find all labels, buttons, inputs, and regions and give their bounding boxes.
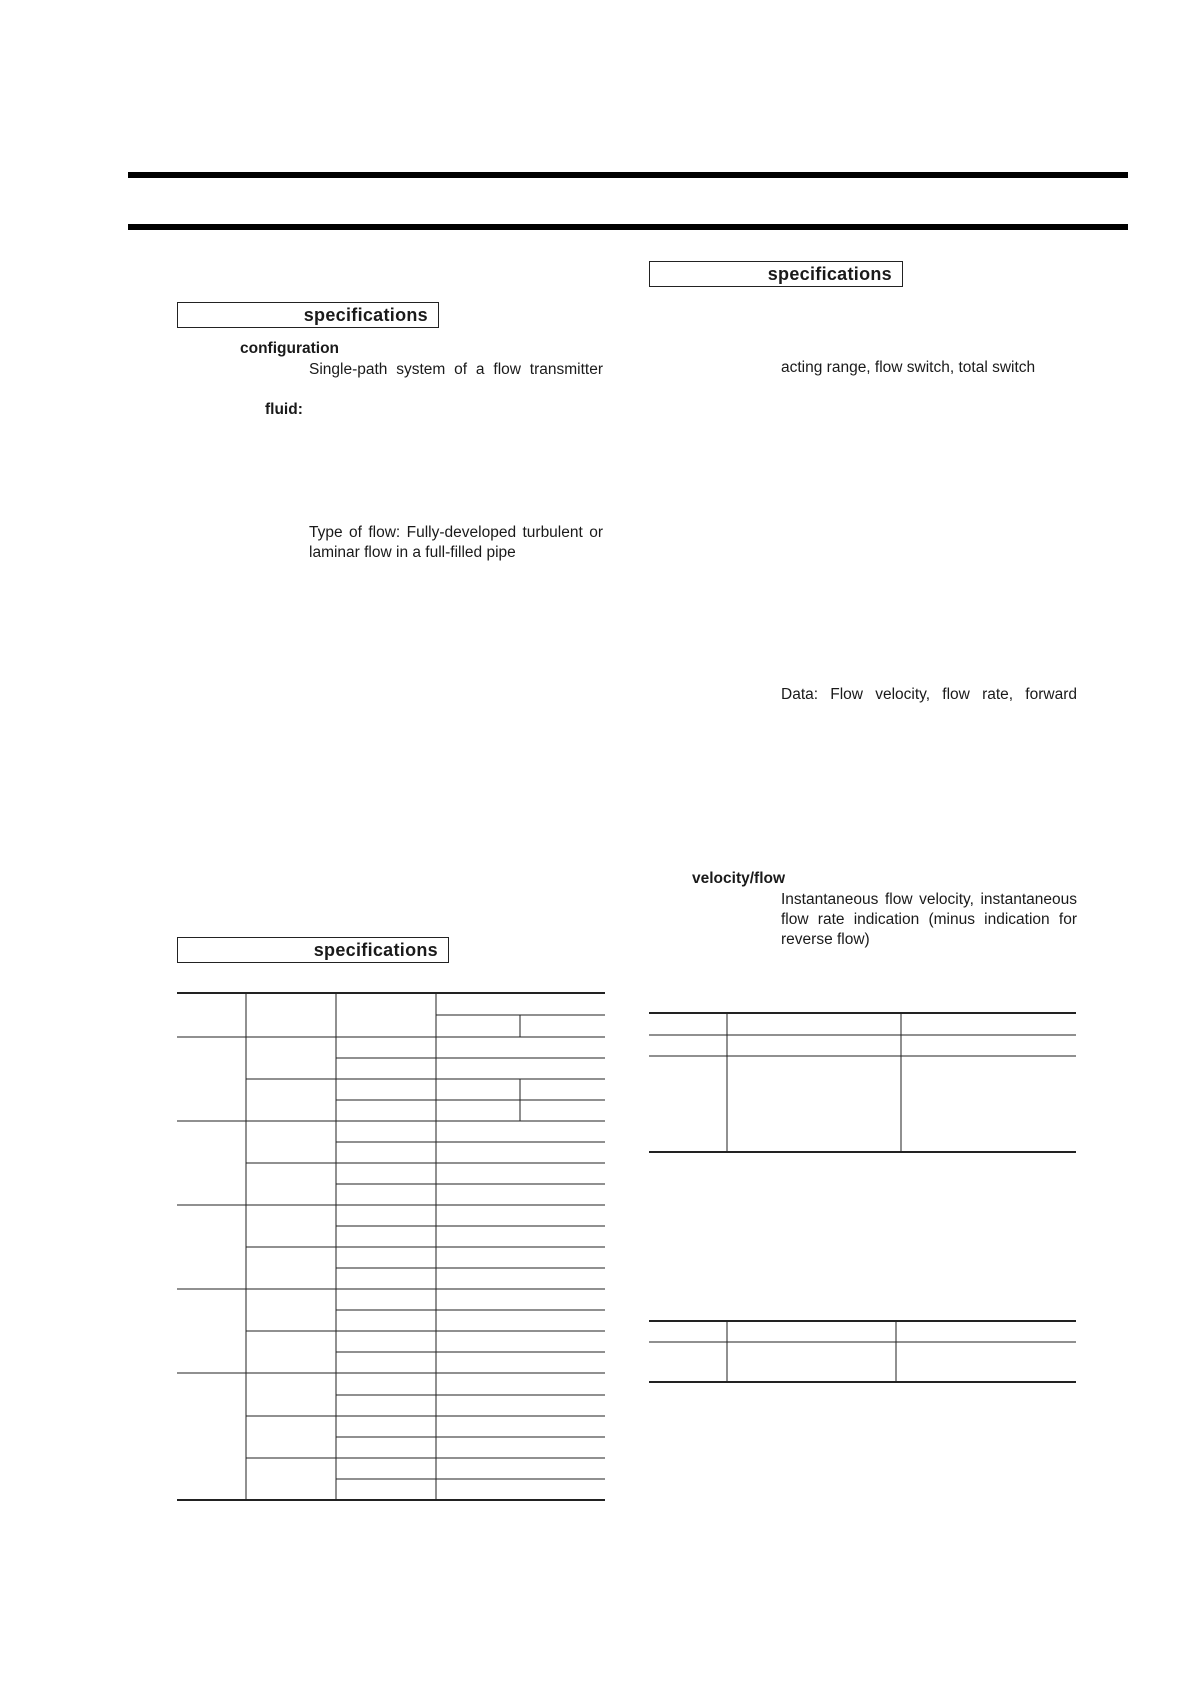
velocity-text-line1: Instantaneous flow velocity, instantaneous: [781, 891, 1077, 908]
section-heading-left-2: specifications: [177, 937, 449, 963]
type-of-flow-line1: Type of flow: Fully-developed turbulent or: [309, 524, 603, 541]
section-heading-left-1: specifications: [177, 302, 439, 328]
acting-range-text: acting range, flow switch, total switch: [781, 359, 1036, 376]
data-text: Data: Flow velocity, flow rate, forward: [781, 686, 1077, 703]
configuration-text: Single-path system of a flow transmitter: [309, 361, 603, 378]
section-heading-right-1: specifications: [649, 261, 903, 287]
velocity-text-line2: flow rate indication (minus indication for: [781, 911, 1077, 928]
velocity-flow-label: velocity/flow: [692, 870, 786, 887]
velocity-text-line3: reverse flow): [781, 931, 870, 948]
fluid-label: fluid:: [265, 401, 303, 418]
configuration-label: configuration: [240, 340, 340, 357]
type-of-flow-line2: laminar flow in a full-filled pipe: [309, 544, 516, 561]
